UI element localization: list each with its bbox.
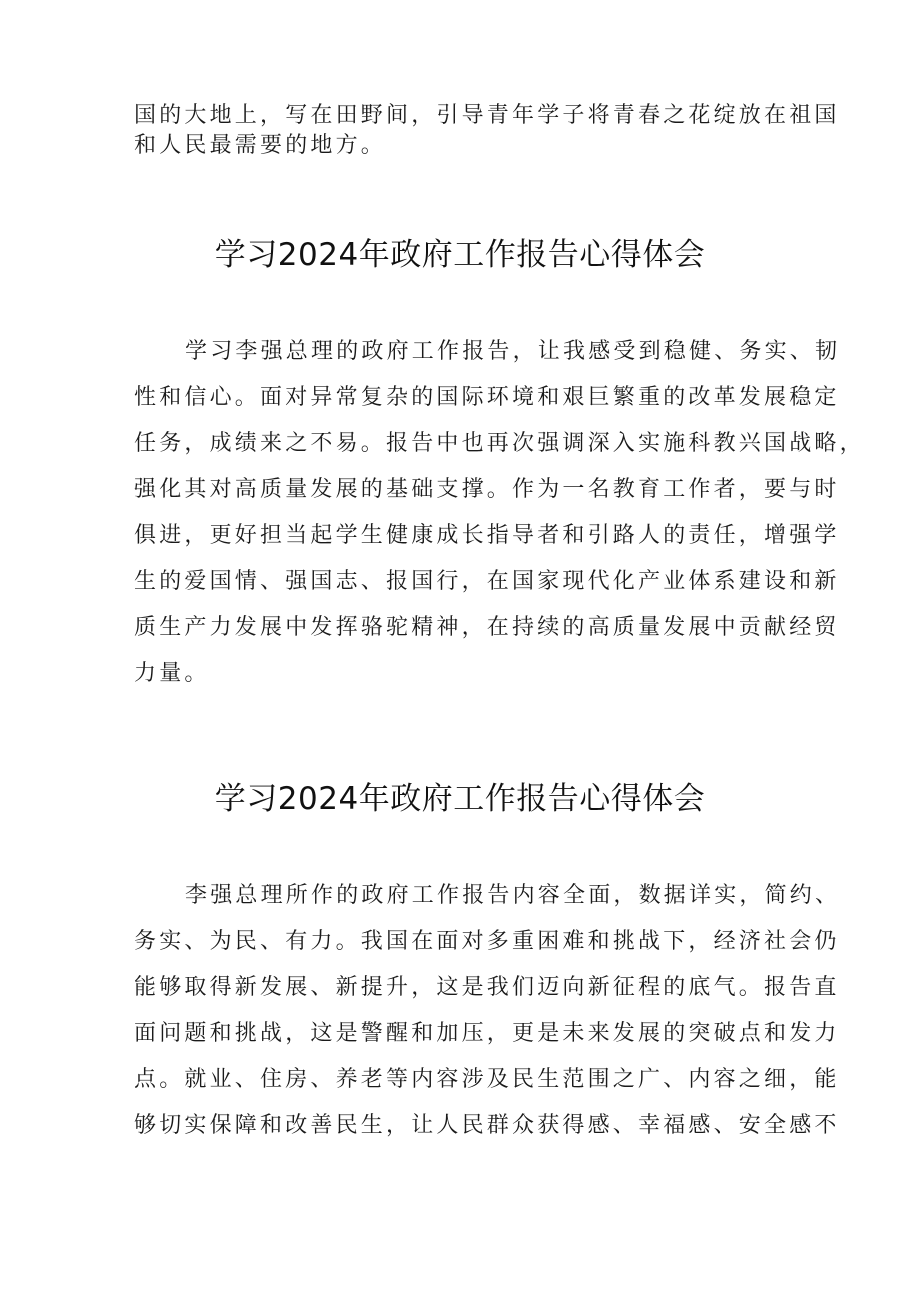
paragraph-line: 务实、为民、有力。我国在面对多重困难和挑战下，经济社会仍 [134,929,840,954]
paragraph-line: 国的大地上，写在田野间，引导青年学子将青春之花绽放在祖国 [134,103,840,128]
paragraph-line: 质生产力发展中发挥骆驼精神，在持续的高质量发展中贡献经贸 [134,615,840,640]
paragraph-line: 俱进，更好担当起学生健康成长指导者和引路人的责任，增强学 [134,523,840,548]
paragraph-line: 性和信心。面对异常复杂的国际环境和艰巨繁重的改革发展稳定 [134,385,840,410]
paragraph-line: 学习李强总理的政府工作报告，让我感受到稳健、务实、韧 [185,339,841,364]
paragraph-line: 面问题和挑战，这是警醒和加压，更是未来发展的突破点和发力 [134,1021,840,1046]
section-heading: 学习2024年政府工作报告心得体会 [214,781,706,817]
paragraph-line: 力量。 [134,661,210,686]
paragraph-line: 生的爱国情、强国志、报国行，在国家现代化产业体系建设和新 [134,569,840,594]
paragraph-line: 强化其对高质量发展的基础支撑。作为一名教育工作者，要与时 [134,477,840,502]
paragraph-line: 能够取得新发展、新提升，这是我们迈向新征程的底气。报告直 [134,975,840,1000]
paragraph-line: 任务，成绩来之不易。报告中也再次强调深入实施科教兴国战略， [134,431,865,456]
paragraph-line: 和人民最需要的地方。 [134,133,387,158]
paragraph-line: 李强总理所作的政府工作报告内容全面，数据详实，简约、 [185,883,841,908]
paragraph-line: 够切实保障和改善民生，让人民群众获得感、幸福感、安全感不 [134,1113,840,1138]
paragraph-line: 点。就业、住房、养老等内容涉及民生范围之广、内容之细，能 [134,1067,840,1092]
section-heading: 学习2024年政府工作报告心得体会 [214,237,706,273]
